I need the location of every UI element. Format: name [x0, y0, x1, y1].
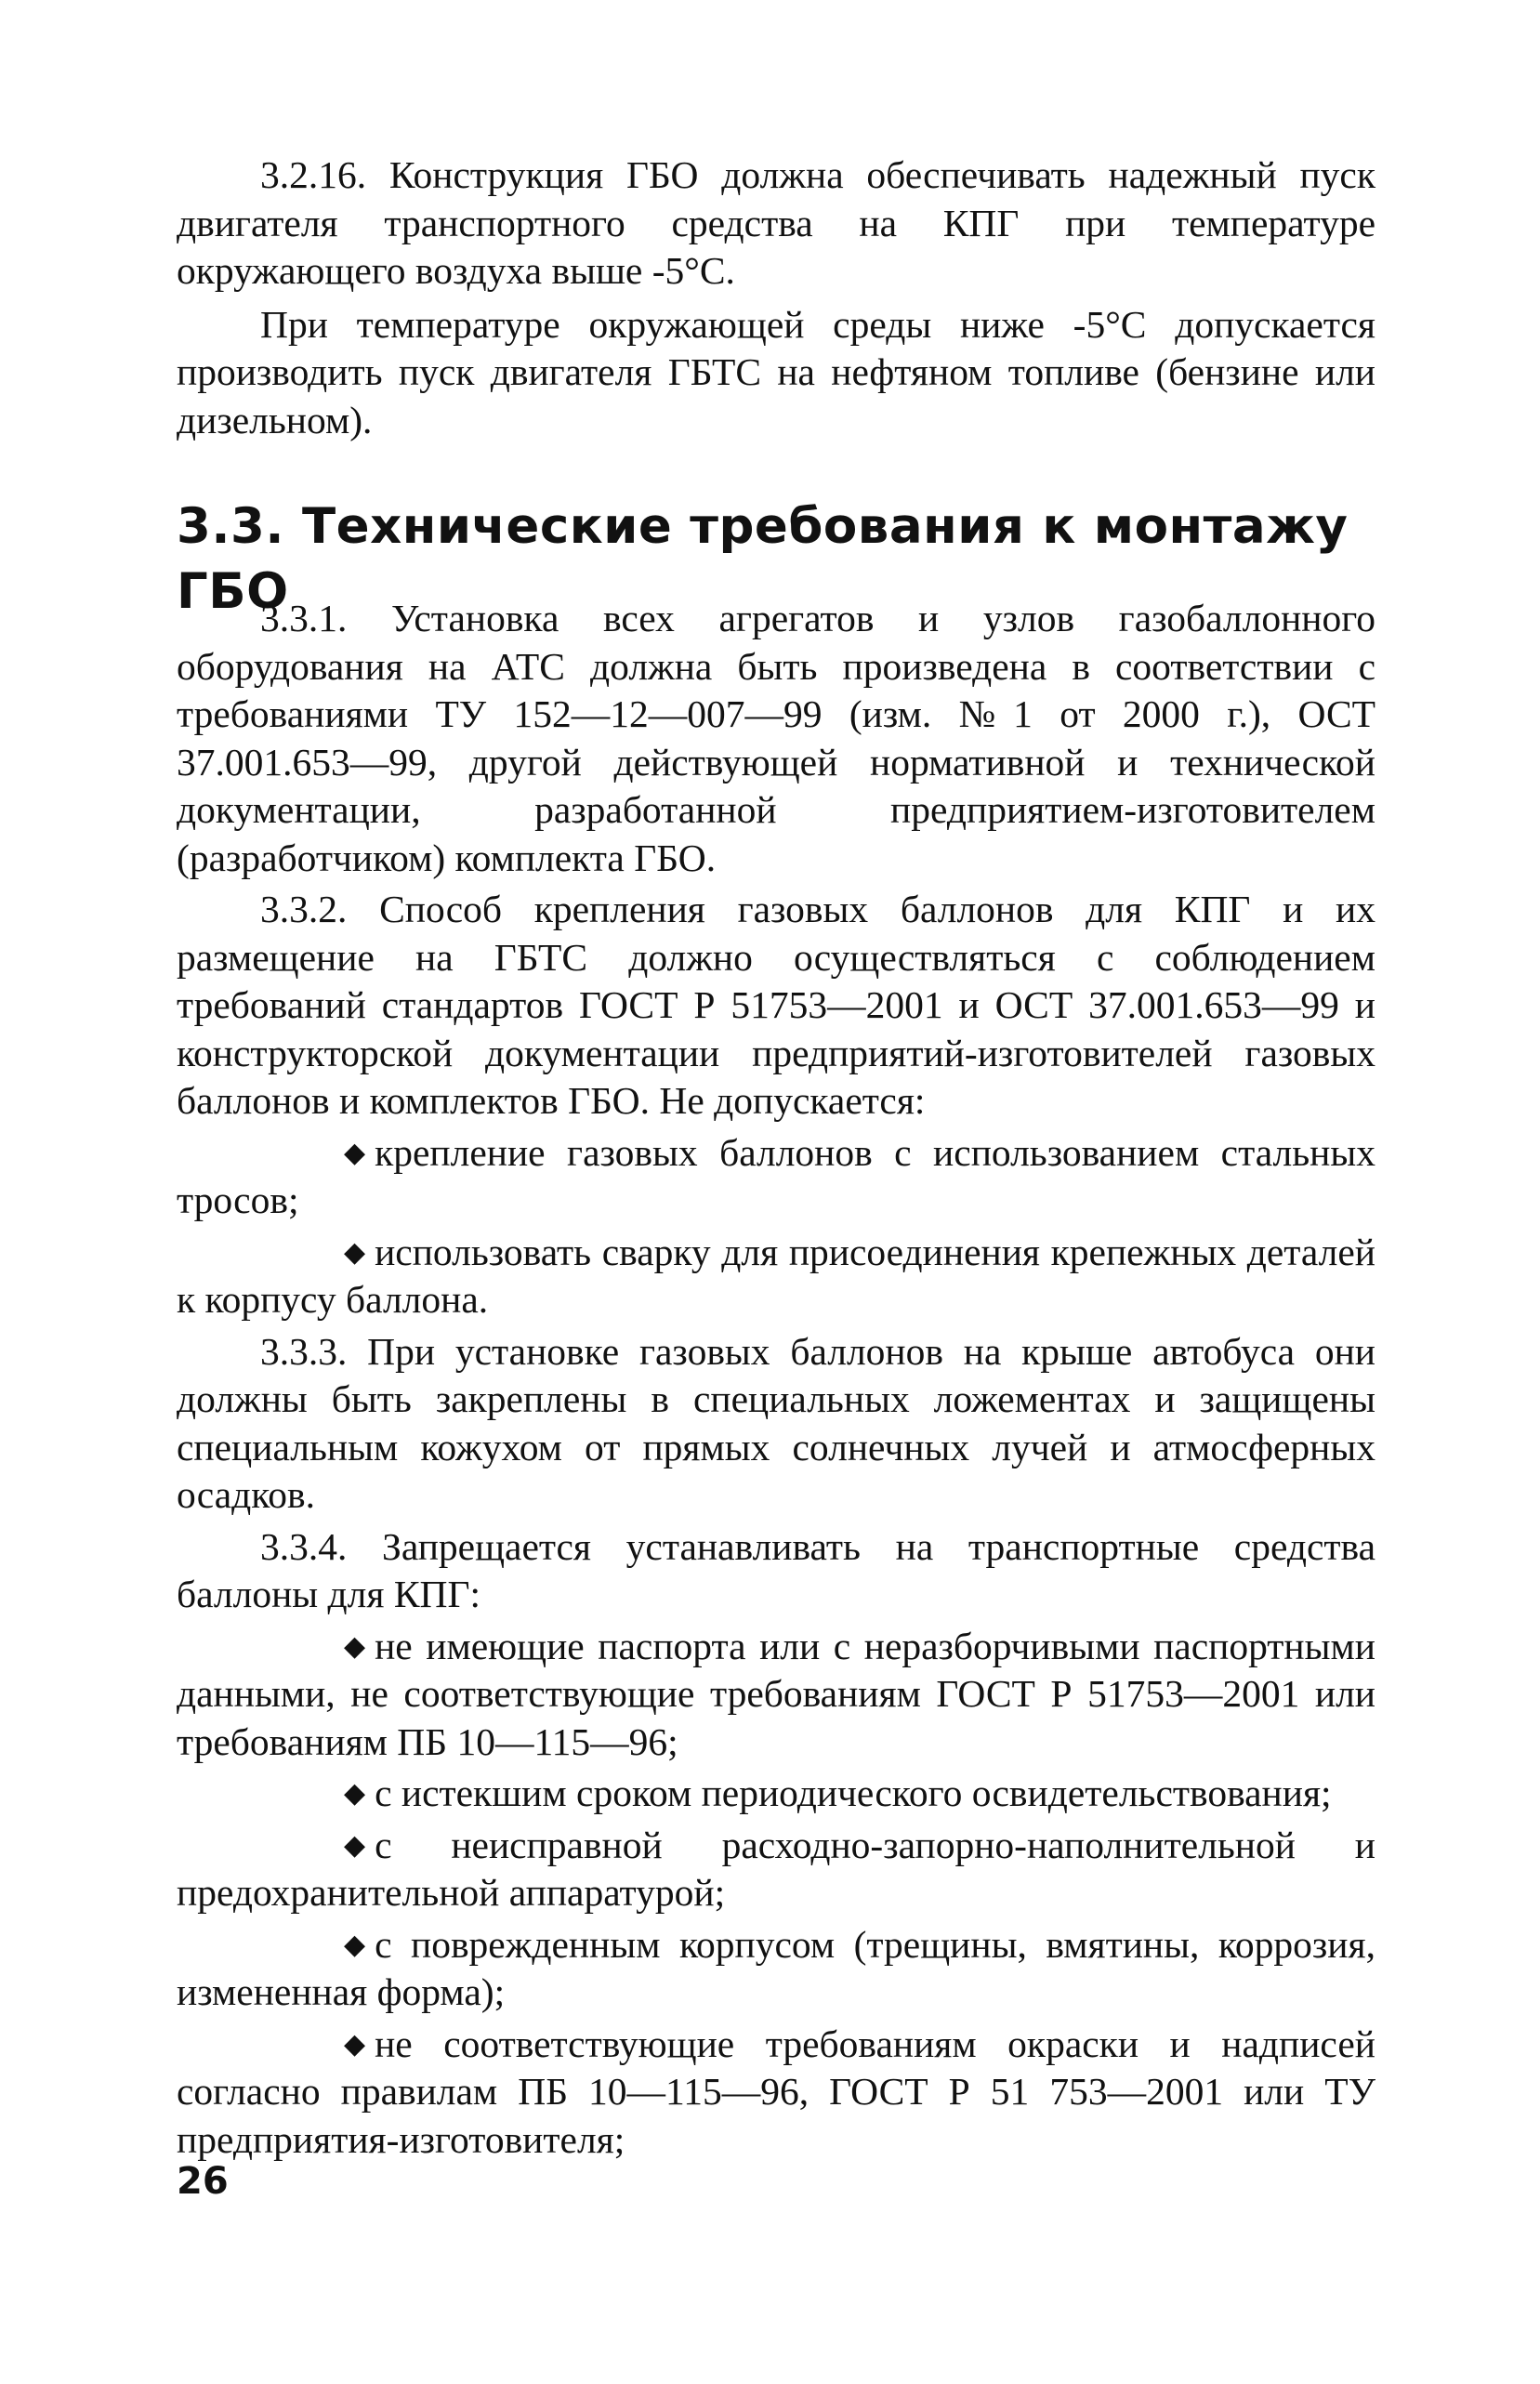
- list-item-text: использовать сварку для присоединения крепежных деталей к корпусу баллона.: [177, 1230, 1375, 1321]
- list-item: [177, 1921, 1375, 2017]
- section-body: [177, 595, 1375, 2164]
- bullet-diamond-icon: ◆: [344, 1630, 366, 1662]
- paragraph-temperature-note: При температуре окружающей среды ниже -5°С допускается производить пуск двигателя ГБТС на нефтяном топливе (бензине или дизельном).: [177, 302, 1375, 441]
- list-item: [177, 2021, 1375, 2165]
- list-item-text: с истекшим сроком периодического освидетельствования;: [375, 1772, 1332, 1814]
- intro-text: [177, 151, 1375, 444]
- paragraph-3-3-4: 3.3.4. Запрещается устанавливать на транспортные средства баллоны для КПГ:: [177, 1524, 1375, 1615]
- bullet-diamond-icon: ◆: [344, 1829, 366, 1861]
- list-item: [177, 1129, 1375, 1225]
- list-item-text: крепление газовых баллонов с использованием стальных тросов;: [177, 1130, 1375, 1221]
- bullet-diamond-icon: ◆: [344, 2028, 366, 2060]
- list-item: [177, 1822, 1375, 1917]
- list-item: [177, 1770, 1375, 1818]
- list-item-text: не имеющие паспорта или с неразборчивыми паспортными данными, не соответствующие требованиям ГОСТ Р 51753—2001 или требованиям ПБ 10—115—96;: [177, 1624, 1375, 1763]
- list-item: [177, 1623, 1375, 1767]
- list-item: [177, 1229, 1375, 1324]
- page-number: 26: [177, 2160, 229, 2203]
- list-item-text: с неисправной расходно-запорно-наполнительной и предохранительной аппаратурой;: [177, 1823, 1375, 1914]
- section-heading: 3.3. Технические требования к монтажу ГБО: [177, 498, 1349, 620]
- list-item-text: не соответствующие требованиям окраски и надписей согласно правилам ПБ 10—115—96, ГОСТ Р 51 753—2001 или ТУ предприятия-изготовителя;: [177, 2022, 1375, 2161]
- paragraph-3-3-3: 3.3.3. При установке газовых баллонов на крыше автобуса они должны быть закреплены в специальных ложементах и защищены специальным кожухом от прямых солнечных лучей и атмосферных осадков.: [177, 1329, 1375, 1516]
- paragraph-3-3-2: 3.3.2. Способ крепления газовых баллонов для КПГ и их размещение на ГБТС должно осуществляться с соблюдением требований стандартов ГОСТ Р 51753—2001 и ОСТ 37.001.653—99 и конструкторской документации предприятий-изготовителей газовых баллонов и комплектов ГБО. Не допускается:: [177, 888, 1375, 1122]
- bullet-diamond-icon: ◆: [344, 1236, 366, 1268]
- paragraph-3-3-1: 3.3.1. Установка всех агрегатов и узлов газобаллонного оборудования на АТС должна быть произведена в соответствии с требованиями ТУ 152—12—007—99 (изм. №1 от 2000 г.), ОСТ 37.001.653—99, другой действующей нормативной и технической документации, разработанной предприятием-изготовителем (разработчиком) комплекта ГБО.: [177, 597, 1375, 879]
- paragraph-3-2-16: 3.2.16. Конструкция ГБО должна обеспечивать надежный пуск двигателя транспортного средства на КПГ при температуре окружающего воздуха выше -5°С.: [177, 153, 1375, 292]
- list-item-text: с поврежденным корпусом (трещины, вмятины, коррозия, измененная форма);: [177, 1922, 1375, 2013]
- bullet-diamond-icon: ◆: [344, 1929, 366, 1960]
- bullet-diamond-icon: ◆: [344, 1137, 366, 1168]
- bullet-diamond-icon: ◆: [344, 1778, 366, 1809]
